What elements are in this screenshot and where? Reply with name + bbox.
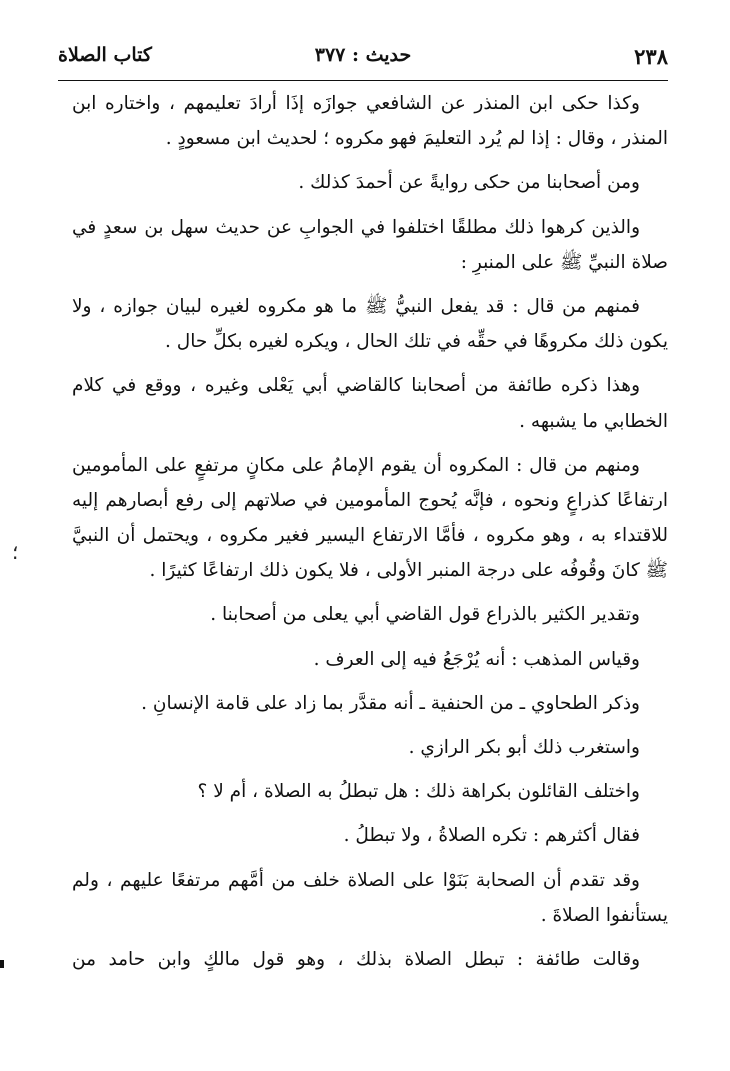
paragraph <box>72 774 668 809</box>
text-line: وقالت طائفة : تبطل الصلاة بذلك ، وهو قول مالكٍ وابن حامد من <box>72 948 640 970</box>
text-line: المنذر ، وقال : إذا لم يُرد التعليمَ فهو مكروه ؛ لحديث ابن مسعودٍ . <box>165 128 668 150</box>
paragraph <box>72 86 668 156</box>
margin-mark: ؛ <box>12 540 19 564</box>
text-line: الخطابي ما يشبهه . <box>519 410 668 432</box>
paragraph <box>72 368 668 438</box>
paragraph <box>72 818 668 853</box>
text-line: واختلف القائلون بكراهة ذلك : هل تبطلُ به الصلاة ، أم لا ؟ <box>197 781 640 803</box>
text-line: وكذا حكى ابن المنذر عن الشافعي جوازَه إذَا أرادَ تعليمهم ، واختاره ابن <box>72 93 640 114</box>
paragraph <box>72 942 668 977</box>
running-header <box>58 40 668 80</box>
text-line: واستغرب ذلك أبو بكر الرازي . <box>408 737 640 758</box>
text-line: فمنهم من قال : قد يفعل النبيُّ ﷺ ما هو مكروه لغيره لبيان جوازه ، ولا <box>72 295 640 317</box>
paragraph <box>72 448 668 589</box>
text-line: يكون ذلك مكروهًا في حقِّه في تلك الحال ، ويكره لغيره بكلِّ حال . <box>165 331 668 353</box>
text-line: صلاة النبيِّ ﷺ على المنبرِ : <box>460 251 668 273</box>
text-line: والذين كرهوا ذلك مطلقًا اختلفوا في الجوابِ عن حديث سهل بن سعدٍ في <box>72 216 640 238</box>
page-body <box>72 86 668 977</box>
text-line: للاقتداء به ، وهو مكروه ، فأمَّا الارتفاع اليسير فغير مكروه ، ويحتمل أن النبيَّ <box>72 525 668 547</box>
text-line: فقال أكثرهم : تكره الصلاةُ ، ولا تبطلُ . <box>343 825 640 847</box>
paragraph <box>72 730 668 765</box>
paragraph <box>72 642 668 677</box>
paragraph <box>72 863 668 933</box>
paragraph <box>72 289 668 359</box>
paragraph <box>72 597 668 632</box>
book-title: كتاب الصلاة <box>58 44 152 66</box>
text-line: وقد تقدم أن الصحابة بَنَوْا على الصلاة خلف من أمَّهم مرتفعًا عليهم ، ولم <box>72 869 640 891</box>
text-line: ومنهم من قال : المكروه أن يقوم الإمامُ على مكانٍ مرتفعٍ على المأمومين <box>72 454 640 476</box>
edge-mark <box>0 960 4 968</box>
paragraph <box>72 686 668 721</box>
text-line: وذكر الطحاوي ـ من الحنفية ـ أنه مقدَّر بما زاد على قامة الإنسانِ . <box>141 692 640 714</box>
text-line: وتقدير الكثير بالذراع قول القاضي أبي يعلى من أصحابنا . <box>210 604 640 626</box>
text-line: يستأنفوا الصلاةَ . <box>540 904 668 926</box>
text-line: ارتفاعًا كذراعٍ ونحوه ، فإنَّه يُحوج المأمومين في صلاتهم إلى رفع أبصارهم إليه <box>72 489 668 511</box>
text-line: وقياس المذهب : أنه يُرْجَعُ فيه إلى العرف . <box>313 648 640 670</box>
paragraph <box>72 165 668 200</box>
page-number: ٢٣٨ <box>634 44 668 69</box>
header-divider <box>58 80 668 81</box>
hadith-reference: حديث : ٣٧٧ <box>314 44 412 66</box>
paragraph <box>72 210 668 280</box>
text-line: وهذا ذكره طائفة من أصحابنا كالقاضي أبي يَعْلى وغيره ، ووقع في كلام <box>72 375 640 397</box>
text-line: ومن أصحابنا من حكى روايةً عن أحمدَ كذلك . <box>298 172 640 194</box>
text-line: ﷺ كانَ وقُوفُه على درجة المنبر الأولى ، فلا يكون ذلك ارتفاعًا كثيرًا . <box>149 560 668 582</box>
